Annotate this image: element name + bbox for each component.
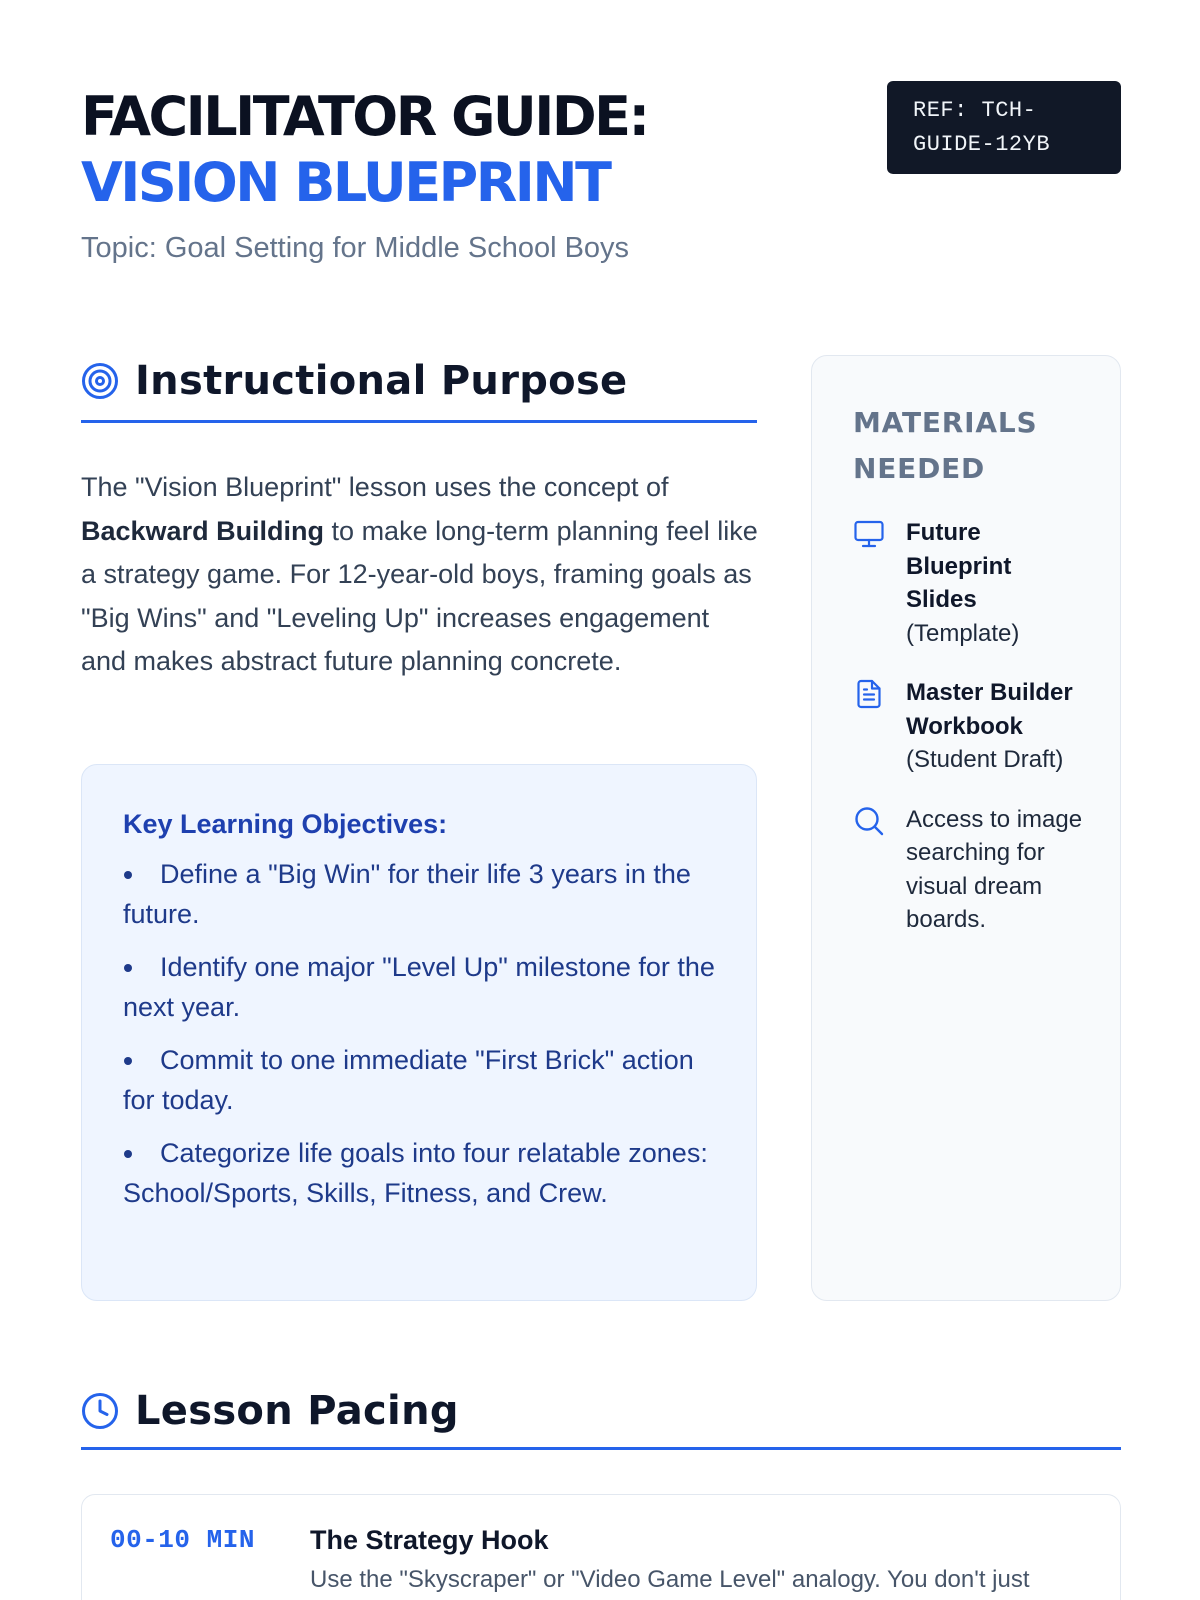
material-title: Future Blueprint Slides: [906, 519, 1012, 613]
objective-item: Categorize life goals into four relatable zones: School/Sports, Skills, Fitness, and Crew.: [123, 1133, 716, 1213]
pacing-step-description: Use the "Skyscraper" or "Video Game Level" analogy. You don't just: [310, 1566, 1030, 1593]
objective-item: Define a "Big Win" for their life 3 years in the future.: [123, 854, 716, 934]
reference-line-2: GUIDE-12YB: [913, 132, 1051, 157]
material-description: Access to image searching for visual dream boards.: [906, 805, 1083, 933]
materials-heading: MATERIALS NEEDED: [853, 406, 1038, 485]
objectives-box: [81, 764, 757, 1301]
clock-icon: [81, 1392, 119, 1430]
page-subtitle: Topic: Goal Setting for Middle School Boys: [81, 232, 630, 264]
material-item: [853, 676, 1100, 777]
purpose-section-header: [81, 358, 628, 404]
document-icon: [853, 678, 885, 710]
objective-item: Identify one major "Level Up" milestone for the next year.: [123, 947, 716, 1027]
page-title: FACILITATOR GUIDE:: [81, 85, 648, 148]
target-icon: [81, 362, 119, 400]
objective-item: Commit to one immediate "First Brick" action for today.: [123, 1040, 716, 1120]
facilitator-guide-page: [81, 0, 1121, 1600]
pacing-step-title: The Strategy Hook: [310, 1525, 549, 1555]
page-title-accent: VISION BLUEPRINT: [81, 151, 610, 214]
purpose-text-start: The "Vision Blueprint" lesson uses the concept of: [81, 472, 669, 502]
pacing-section-title: Lesson Pacing: [135, 1388, 459, 1434]
purpose-text-end: to make long-term planning feel like a strategy game. For 12-year-old boys, framing goals as "Big Wins" and "Leveling Up" increases engagement and makes abstract future planning concrete.: [81, 515, 758, 676]
pacing-row: [81, 1494, 1121, 1600]
purpose-section-title: Instructional Purpose: [135, 358, 628, 404]
materials-panel: [811, 355, 1121, 1301]
material-item: [853, 516, 1100, 650]
material-note: (Student Draft): [906, 746, 1064, 773]
material-title: Master Builder Workbook: [906, 679, 1073, 740]
purpose-section-divider: [81, 420, 757, 423]
material-item: [853, 803, 1100, 937]
pacing-section-divider: [81, 1447, 1121, 1450]
material-note: (Template): [906, 619, 1020, 647]
monitor-icon: [853, 518, 885, 550]
purpose-paragraph: [81, 466, 761, 684]
reference-line-1: REF: TCH-: [913, 98, 1037, 123]
objectives-list: [123, 854, 716, 1213]
purpose-text-highlight: Backward Building: [81, 515, 325, 546]
objectives-heading: Key Learning Objectives:: [123, 809, 448, 839]
pacing-section-header: [81, 1388, 459, 1434]
pacing-time: 00-10 MIN: [110, 1525, 255, 1555]
reference-badge: [887, 81, 1121, 174]
search-icon: [853, 805, 885, 837]
